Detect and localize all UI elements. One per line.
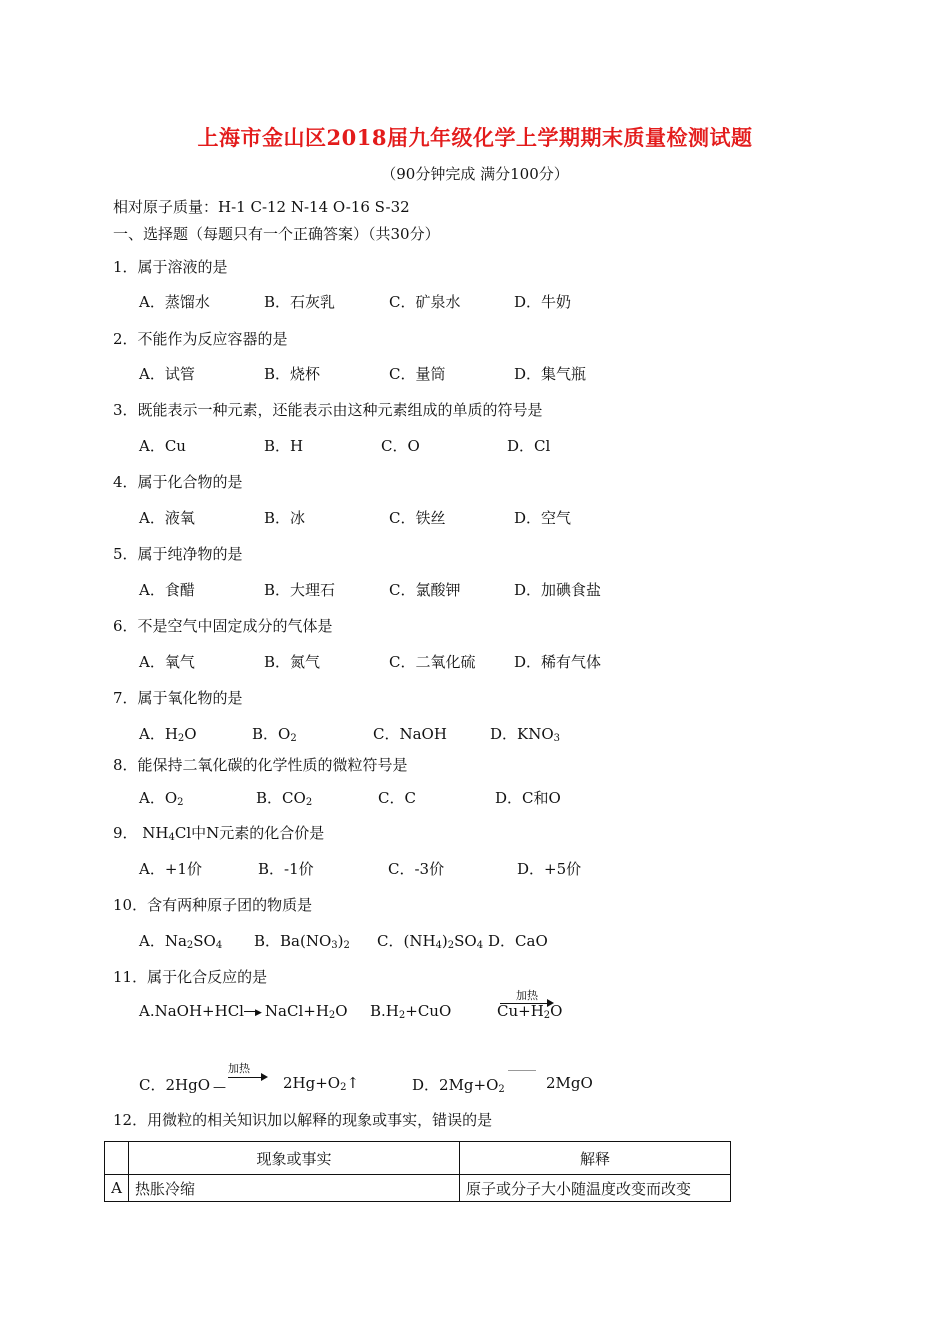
q11-c-condition: 加热 <box>228 1062 250 1075</box>
q11-c-arrowhead <box>261 1073 268 1081</box>
q7-option-c: C．NaOH <box>373 725 447 743</box>
section-heading: 一、选择题（每题只有一个正确答案）（共30分） <box>113 225 440 243</box>
q8-option-b: B．$CO_2$ <box>256 789 313 808</box>
q9-option-b: B．-1价 <box>258 860 314 878</box>
table-cell: 热胀冷缩 <box>129 1175 460 1202</box>
q12-table <box>104 1141 731 1202</box>
q7-option-d: D．$KNO_3$ <box>490 725 561 744</box>
q8-option-a: A．$O_2$ <box>139 789 184 808</box>
table-row <box>105 1175 731 1202</box>
q11-d-faint-arrow <box>508 1070 536 1071</box>
q7-option-b: B．$O_2$ <box>252 725 297 744</box>
q9-option-d: D．+5价 <box>517 860 582 878</box>
question-9-stem: 9． $NH_4Cl$中N元素的化合价是 <box>113 824 325 843</box>
q5-option-c: C．氯酸钾 <box>389 581 461 599</box>
question-10-stem: 10．含有两种原子团的物质是 <box>113 896 313 914</box>
q10-option-c: C．$(NH_4)_2SO_4$ <box>377 932 484 951</box>
q2-option-b: B．烧杯 <box>264 365 321 383</box>
q3-option-b: B．H <box>264 437 304 455</box>
q9-option-c: C．-3价 <box>388 860 445 878</box>
question-5-stem: 5．属于纯净物的是 <box>113 545 243 563</box>
question-7-stem: 7．属于氧化物的是 <box>113 689 243 707</box>
table-header-cell: 解释 <box>460 1142 731 1175</box>
question-2-stem: 2．不能作为反应容器的是 <box>113 330 288 348</box>
q1-option-b: B．石灰乳 <box>264 293 336 311</box>
q11-c-product: $2Hg+O_2↑$ <box>283 1074 360 1093</box>
table-cell: A <box>105 1175 129 1202</box>
q4-option-a: A．液氧 <box>139 509 195 527</box>
q5-option-b: B．大理石 <box>264 581 336 599</box>
q6-option-d: D．稀有气体 <box>514 653 602 671</box>
table-cell: 原子或分子大小随温度改变而改变 <box>460 1175 731 1202</box>
q2-option-c: C．量筒 <box>389 365 446 383</box>
q11-option-c: C．2HgO <box>139 1076 211 1094</box>
q10-option-b: B．$Ba(NO_3)_2$ <box>254 932 350 951</box>
q4-option-d: D．空气 <box>514 509 572 527</box>
q6-option-c: C．二氧化硫 <box>389 653 476 671</box>
question-12-stem: 12．用微粒的相关知识加以解释的现象或事实，错误的是 <box>113 1111 493 1129</box>
q11-option-b: $B.H_2+CuO$ <box>370 1002 452 1021</box>
question-8-stem: 8．能保持二氧化碳的化学性质的微粒符号是 <box>113 756 408 774</box>
q2-option-d: D．集气瓶 <box>514 365 587 383</box>
q11-b-product: $Cu+H_2O$ <box>497 1002 563 1021</box>
q3-option-c: C．O <box>381 437 420 455</box>
q3-option-a: A．Cu <box>139 437 186 455</box>
q11-c-dash: — <box>213 1080 226 1095</box>
page-title: 上海市金山区2018届九年级化学上学期期末质量检测试题 <box>197 125 753 150</box>
q3-option-d: D．Cl <box>507 437 551 455</box>
question-4-stem: 4．属于化合物的是 <box>113 473 243 491</box>
table-header-cell: 现象或事实 <box>129 1142 460 1175</box>
q11-option-a: A.NaOH+HCl ▶ $NaCl+H_2O$ <box>139 1002 348 1021</box>
atomic-mass-line: 相对原子质量：H-1 C-12 N-14 O-16 S-32 <box>113 198 410 216</box>
q6-option-a: A．氧气 <box>139 653 195 671</box>
question-11-stem: 11．属于化合反应的是 <box>113 968 268 986</box>
q5-option-a: A．食醋 <box>139 581 195 599</box>
q9-option-a: A．+1价 <box>139 860 202 878</box>
exam-info: （90分钟完成 满分100分） <box>381 165 569 183</box>
q10-option-d: D．CaO <box>488 932 548 950</box>
question-1-stem: 1．属于溶液的是 <box>113 258 228 276</box>
table-header-row <box>105 1142 731 1175</box>
q4-option-b: B．冰 <box>264 509 306 527</box>
q8-option-c: C．C <box>378 789 416 807</box>
question-3-stem: 3．既能表示一种元素，还能表示由这种元素组成的单质的符号是 <box>113 401 543 419</box>
q5-option-d: D．加碘食盐 <box>514 581 602 599</box>
q11-option-d: D．$2Mg+O_2$ <box>412 1076 505 1095</box>
q11-d-product: 2MgO <box>546 1074 593 1092</box>
q4-option-c: C．铁丝 <box>389 509 446 527</box>
q1-option-c: C．矿泉水 <box>389 293 461 311</box>
q2-option-a: A．试管 <box>139 365 195 383</box>
q6-option-b: B．氮气 <box>264 653 321 671</box>
q11-c-arrow-line <box>228 1077 262 1078</box>
q7-option-a: A．$H_2O$ <box>139 725 197 744</box>
question-6-stem: 6．不是空气中固定成分的气体是 <box>113 617 333 635</box>
q1-option-d: D．牛奶 <box>514 293 572 311</box>
q8-option-d: D．C和O <box>495 789 561 807</box>
q10-option-a: A．$Na_2SO_4$ <box>139 932 223 951</box>
q11-b-condition: 加热 <box>516 989 538 1002</box>
table-header-cell <box>105 1142 129 1175</box>
q1-option-a: A．蒸馏水 <box>139 293 210 311</box>
